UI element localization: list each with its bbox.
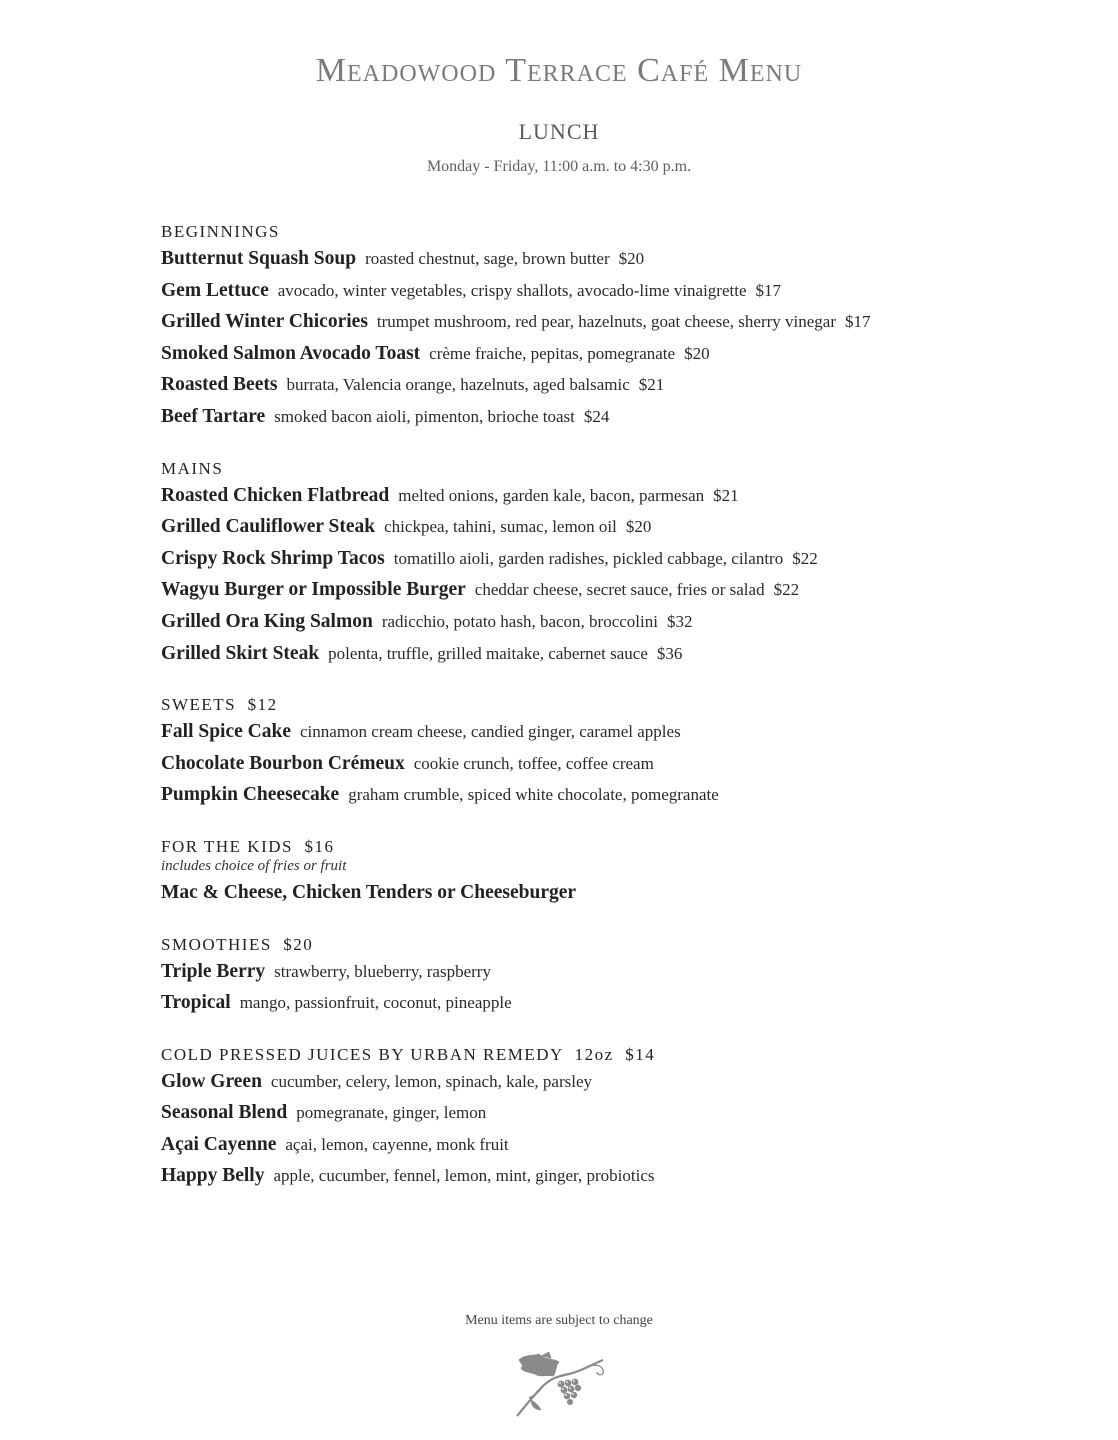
item-desc: açai, lemon, cayenne, monk fruit <box>285 1134 509 1154</box>
item-price: $21 <box>638 375 665 395</box>
item-price: $17 <box>845 312 871 332</box>
item-name: Beef Tartare <box>161 405 266 427</box>
menu-item <box>161 275 1061 307</box>
item-desc: radicchio, potato hash, bacon, broccolini <box>381 611 658 631</box>
item-price: $22 <box>773 580 800 600</box>
menu-item <box>161 401 1061 433</box>
menu-item <box>161 306 1061 338</box>
menu-item <box>161 877 1061 909</box>
item-name: Pumpkin Cheesecake <box>161 784 340 806</box>
meal-heading: LUNCH <box>518 119 600 144</box>
menu-item <box>161 338 1061 370</box>
menu-item <box>161 543 1061 575</box>
item-name: Chocolate Bourbon Crémeux <box>161 752 405 774</box>
item-desc: pomegranate, ginger, lemon <box>296 1103 487 1123</box>
grapevine-icon <box>513 1352 609 1418</box>
section-sweets <box>161 693 1061 811</box>
section-kids <box>161 835 1061 909</box>
item-name: Gem Lettuce <box>161 279 269 301</box>
item-desc: trumpet mushroom, red pear, hazelnuts, goat cheese, sherry vinegar <box>376 312 837 332</box>
menu-item <box>161 1160 1061 1192</box>
item-desc: crème fraiche, pepitas, pomegranate <box>429 343 676 363</box>
item-desc: chickpea, tahini, sumac, lemon oil <box>384 517 617 537</box>
menu-item <box>161 1097 1061 1129</box>
item-name: Açai Cayenne <box>161 1133 277 1155</box>
item-price: $22 <box>792 548 818 568</box>
item-desc: cinnamon cream cheese, candied ginger, caramel apples <box>300 722 681 742</box>
item-desc: mango, passionfruit, coconut, pineapple <box>239 993 512 1013</box>
item-price: $32 <box>666 611 693 631</box>
menu-item <box>161 1066 1061 1098</box>
section-heading: MAINS <box>161 458 224 478</box>
menu-item <box>161 956 1061 988</box>
item-name: Grilled Ora King Salmon <box>161 610 373 632</box>
item-name: Triple Berry <box>161 960 266 982</box>
menu-item <box>161 606 1061 638</box>
item-name: Seasonal Blend <box>161 1102 288 1124</box>
item-desc: cheddar cheese, secret sauce, fries or salad <box>474 580 765 600</box>
item-name: Glow Green <box>161 1070 262 1092</box>
section-smoothies <box>161 933 1061 1019</box>
menu-item <box>161 369 1061 401</box>
item-price: $17 <box>755 280 782 300</box>
item-name: Wagyu Burger or Impossible Burger <box>161 579 466 601</box>
item-price: $20 <box>618 249 645 268</box>
item-price: $36 <box>656 643 683 663</box>
item-desc: tomatillo aioli, garden radishes, pickled cabbage, cilantro <box>393 548 784 568</box>
menu-item <box>161 243 1061 275</box>
section-mains <box>161 457 1061 670</box>
item-name: Grilled Winter Chicories <box>161 311 368 333</box>
item-name: Crispy Rock Shrimp Tacos <box>161 547 385 569</box>
item-desc: burrata, Valencia orange, hazelnuts, aged balsamic <box>286 375 630 395</box>
item-name: Roasted Chicken Flatbread <box>161 484 390 506</box>
menu-sections <box>161 220 1061 1216</box>
menu-item <box>161 1129 1061 1161</box>
section-heading: COLD PRESSED JUICES BY URBAN REMEDY 12oz $14 <box>161 1044 656 1064</box>
item-name: Tropical <box>161 992 231 1014</box>
item-price: $21 <box>713 485 739 505</box>
item-price: $20 <box>684 343 710 363</box>
section-heading: SWEETS $12 <box>161 695 278 715</box>
item-name: Happy Belly <box>161 1165 265 1187</box>
item-desc: melted onions, garden kale, bacon, parmesan <box>398 485 705 505</box>
menu-item <box>161 480 1061 512</box>
section-note: includes choice of fries or fruit <box>161 857 347 874</box>
section-heading: BEGINNINGS <box>161 222 280 241</box>
item-name: Fall Spice Cake <box>161 721 291 743</box>
menu-footnote: Menu items are subject to change <box>465 1313 653 1328</box>
item-name: Grilled Skirt Steak <box>161 642 320 664</box>
item-name: Roasted Beets <box>161 374 278 396</box>
section-beginnings <box>161 220 1061 433</box>
item-desc: strawberry, blueberry, raspberry <box>274 961 491 981</box>
menu-item <box>161 987 1061 1019</box>
item-name: Smoked Salmon Avocado Toast <box>161 342 421 364</box>
menu-item <box>161 716 1061 748</box>
section-juices <box>161 1043 1061 1192</box>
item-price: $24 <box>583 406 610 426</box>
item-desc: cucumber, celery, lemon, spinach, kale, parsley <box>270 1071 593 1091</box>
item-name: Mac & Cheese, Chicken Tenders or Cheeseburger <box>161 881 577 903</box>
item-desc: graham crumble, spiced white chocolate, pomegranate <box>348 785 719 805</box>
item-desc: avocado, winter vegetables, crispy shallots, avocado-lime vinaigrette <box>277 280 747 300</box>
menu-item <box>161 748 1061 780</box>
menu-item <box>161 638 1061 670</box>
item-desc: apple, cucumber, fennel, lemon, mint, ginger, probiotics <box>273 1166 655 1186</box>
item-desc: roasted chestnut, sage, brown butter <box>365 249 610 268</box>
menu-item <box>161 511 1061 543</box>
item-name: Grilled Cauliflower Steak <box>161 516 376 538</box>
item-desc: polenta, truffle, grilled maitake, cabernet sauce <box>328 643 648 663</box>
item-desc: cookie crunch, toffee, coffee cream <box>413 753 654 773</box>
menu-item <box>161 779 1061 811</box>
item-price: $20 <box>625 517 652 537</box>
item-name: Butternut Squash Soup <box>161 248 357 269</box>
menu-item <box>161 574 1061 606</box>
section-heading: SMOOTHIES $20 <box>161 934 314 954</box>
service-hours: Monday - Friday, 11:00 a.m. to 4:30 p.m. <box>426 158 692 175</box>
item-desc: smoked bacon aioli, pimenton, brioche toast <box>274 406 575 426</box>
section-heading: FOR THE KIDS $16 <box>161 836 335 856</box>
menu-title: Meadowood Terrace Café Menu <box>315 52 803 89</box>
